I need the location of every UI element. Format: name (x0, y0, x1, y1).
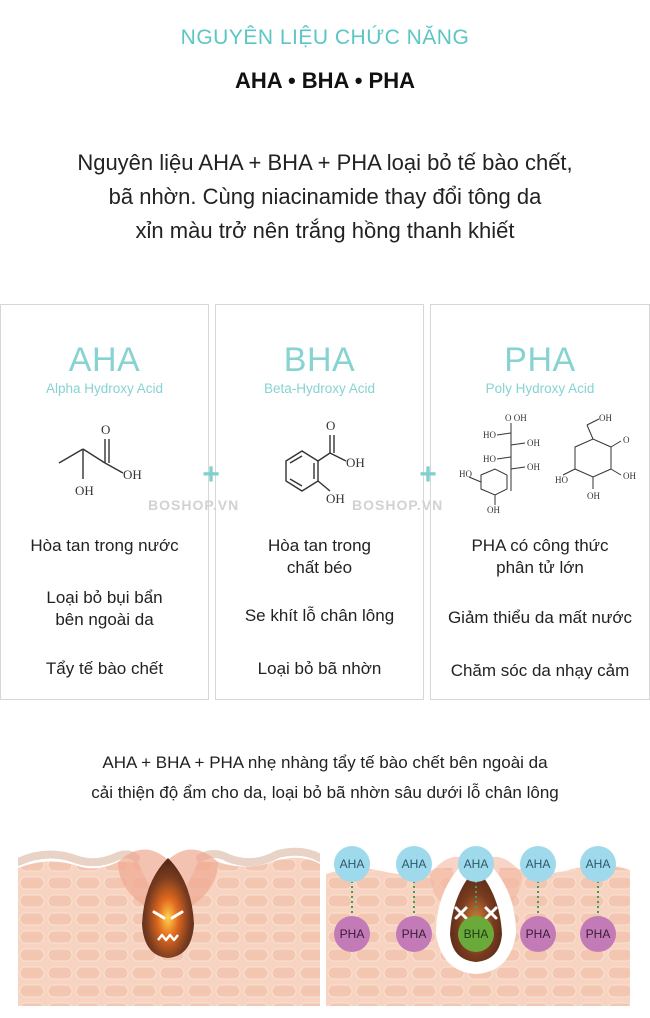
section-kicker: NGUYÊN LIỆU CHỨC NĂNG (180, 26, 470, 49)
bubble-label: AHA (525, 857, 551, 871)
card-property: Chăm sóc da nhạy cảm (450, 661, 630, 680)
svg-text:OH: OH (527, 462, 540, 472)
card-property: Hòa tan trong nước (30, 536, 179, 555)
svg-text:O: O (623, 435, 630, 445)
svg-text:HO: HO (459, 469, 472, 479)
svg-text:OH: OH (623, 471, 636, 481)
acid-full-name: Poly Hydroxy Acid (485, 381, 595, 396)
acid-name: BHA (283, 341, 356, 379)
outro-paragraph (0, 748, 650, 808)
bubble-label: AHA (401, 857, 427, 871)
atom-label: OH (75, 483, 94, 498)
svg-text:OH: OH (599, 413, 612, 423)
plus-icon: + (419, 458, 437, 491)
svg-text:HO: HO (483, 430, 496, 440)
atom-label: OH (326, 491, 345, 506)
acid-full-name: Alpha Hydroxy Acid (45, 381, 164, 396)
acid-full-name: Beta-Hydroxy Acid (263, 381, 376, 396)
svg-text:OH: OH (587, 491, 600, 501)
watermark: BOSHOP.VN (148, 497, 240, 513)
svg-text:HO: HO (483, 454, 496, 464)
acid-name: AHA (68, 341, 141, 379)
watermark: BOSHOP.VN (352, 497, 444, 513)
pha-card (430, 304, 650, 700)
svg-text:OH: OH (527, 438, 540, 448)
atom-label: O (101, 422, 111, 437)
bubble-label: AHA (585, 857, 611, 871)
acid-name: PHA (504, 341, 576, 379)
bubble-label: BHA (463, 927, 489, 941)
outro-line: AHA + BHA + PHA nhẹ nhàng tẩy tế bào chết bên ngoài da (102, 753, 548, 772)
card-property: Loại bỏ bã nhờn (257, 659, 382, 678)
plus-icon: + (202, 458, 220, 491)
card-property: Tẩy tế bào chết (45, 659, 164, 678)
bubble-label: PHA (525, 927, 551, 941)
intro-line: Nguyên liệu AHA + BHA + PHA loại bỏ tế bào chết, (77, 150, 573, 175)
salicylic-acid-structure-icon (266, 417, 386, 509)
svg-text:O OH: O OH (505, 413, 527, 423)
acid-action-illustration (326, 838, 630, 1006)
intro-line: xỉn màu trở nên trắng hồng thanh khiết (135, 218, 515, 243)
card-property: Se khít lỗ chân lông (244, 606, 395, 625)
card-property: Loại bỏ bụi bẩn bên ngoài da (46, 588, 163, 629)
atom-label: O (326, 418, 336, 433)
clogged-pore-illustration (18, 838, 320, 1006)
atom-label: OH (123, 467, 142, 482)
bubble-label: AHA (463, 857, 489, 871)
intro-paragraph (20, 146, 630, 248)
bubble-label: AHA (339, 857, 365, 871)
card-property: Giảm thiểu da mất nước (447, 608, 633, 627)
svg-text:HO: HO (555, 475, 568, 485)
svg-text:OH: OH (487, 505, 500, 513)
intro-line: bã nhờn. Cùng niacinamide thay đổi tông da (108, 184, 542, 209)
atom-label: OH (346, 455, 365, 470)
bubble-label: PHA (585, 927, 611, 941)
bubble-label: PHA (339, 927, 365, 941)
card-property: Hòa tan trong chất béo (267, 536, 371, 577)
outro-line: cải thiện độ ẩm cho da, loại bỏ bã nhờn sâu dưới lỗ chân lông (91, 783, 559, 802)
bubble-label: PHA (401, 927, 427, 941)
pha-molecule-structure-icon (459, 413, 639, 513)
card-property: PHA có công thức phân tử lớn (471, 536, 609, 577)
lactic-acid-structure-icon (53, 417, 163, 507)
section-heading: AHA • BHA • PHA (235, 68, 415, 93)
